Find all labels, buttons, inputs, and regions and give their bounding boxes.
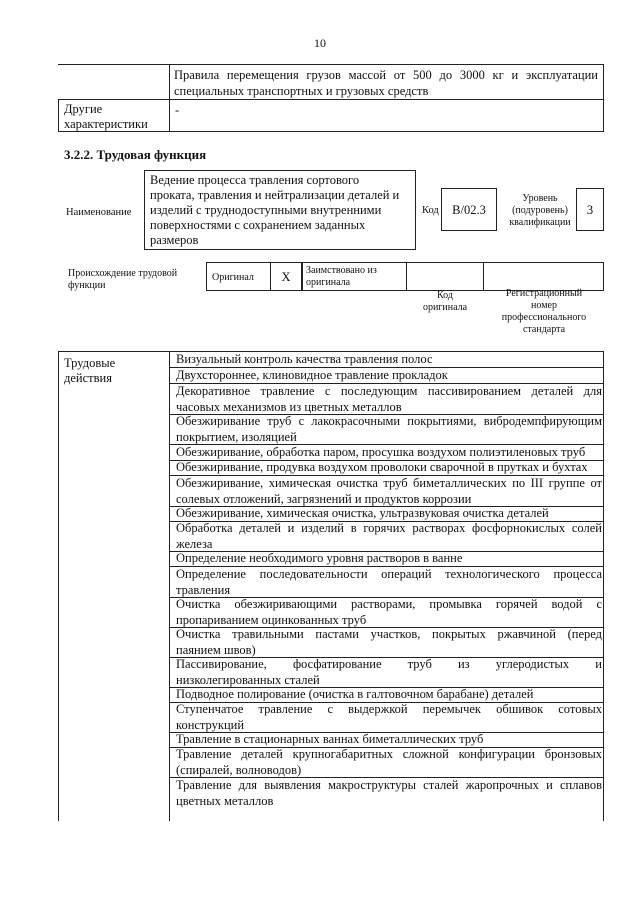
top-table-text-line2: специальных транспортных и грузовых средств [174,84,429,98]
function-name-line: Ведение процесса травления сортового [150,173,360,187]
borrowed-label-line1: Заимствовано из [306,265,377,276]
labor-action-item: Двухстороннее, клиновидное травление прокладок [176,368,448,382]
origin-label-line1: Происхождение трудовой [68,268,178,279]
code-original-caption-line: оригинала [422,302,468,313]
labor-action-line: цветных металлов [176,793,274,808]
labor-action-item [176,657,602,688]
labor-action-line: конструкций [176,717,245,732]
labor-action-line: солевых отложений, загрязнений и продуктов коррозии [176,491,472,506]
labor-action-line: низколегированных сталей [176,672,320,687]
qualification-level-label-line: Уровень [522,193,558,204]
labor-action-item: Травление в стационарных ваннах биметаллических труб [176,732,484,746]
top-table-text-line1: Правила перемещения грузов массой от 500 до 3000 кг и эксплуатации [174,68,598,82]
section-heading: 3.2.2. Трудовая функция [64,147,207,162]
labor-action-item [176,567,602,598]
original-label: Оригинал [212,272,254,283]
other-characteristics-value: - [175,103,180,117]
labor-action-line: железа [176,536,213,551]
other-characteristics-label-line2: характеристики [64,117,148,131]
labor-action-line: Определение последовательности операций технологического процесса [176,567,602,581]
original-mark: X [281,270,291,284]
labor-action-item: Визуальный контроль качества травления полос [176,352,433,366]
labor-action-line: Обезжиривание, химическая очистка труб биметаллических по III группе от [176,476,602,490]
other-characteristics-label-line1: Другие [64,102,103,116]
labor-action-item: Обезжиривание, продувка воздухом проволоки сварочной в прутках и бухтах [176,460,588,474]
labor-action-line: часовых механизмов из цветных металлов [176,399,402,414]
function-name [150,173,414,248]
code-value: B/02.3 [452,203,486,217]
labor-actions-label-line2: действия [64,371,112,385]
registration-number-caption-line: стандарта [522,324,566,335]
labor-action-item: Определение необходимого уровня растворов в ванне [176,551,463,565]
function-name-line: поверхностями с сохранением заданных [150,218,366,232]
labor-action-line: Пассивирование, фосфатирование труб из углеродистых и [176,657,602,671]
labor-actions-label-line1: Трудовые [64,356,116,370]
labor-action-line: Обработка деталей и изделий в горячих растворах фосфорнокислых солей [176,521,602,535]
labor-action-line: паянием швов) [176,642,256,657]
code-original-caption [406,290,484,314]
qualification-level-label [500,193,580,229]
qualification-level-label-line: (подуровень) [512,205,568,216]
qualification-level-label-line: квалификации [509,217,571,228]
labor-action-item: Подводное полирование (очистка в галтовочном барабане) деталей [176,687,534,701]
labor-action-item [176,778,602,809]
labor-action-item [176,384,602,415]
labor-action-item [176,702,602,733]
function-name-line: размеров [150,233,199,247]
labor-action-line: Очистка травильными пастами участков, покрытых ржавчиной (перед [176,627,602,641]
labor-action-item: Обезжиривание, обработка паром, просушка воздухом полиэтиленовых труб [176,445,586,459]
registration-number-caption-line: Регистрационный [505,288,583,299]
labor-action-item [176,597,602,628]
labor-action-line: Декоративное травление с последующим пассивированием деталей для [176,384,602,398]
function-name-line: изделий с труднодоступными внутренними [150,203,382,217]
labor-action-item: Обезжиривание, химическая очистка, ультразвуковая очистка деталей [176,506,549,520]
labor-action-line: пропариванием оцинкованных труб [176,612,367,627]
labor-action-item [176,521,602,552]
labor-action-item [176,747,602,778]
registration-number-caption-line: профессионального [501,312,587,323]
page-number: 10 [314,36,326,50]
name-label: Наименование [66,207,132,218]
function-name-line: проката, травления и нейтрализации деталей и [150,188,400,202]
origin-label-line2: функции [68,280,106,291]
level-value: 3 [586,203,594,217]
labor-action-line: Травление для выявления макроструктуры сталей жаропрочных и сплавов [176,778,602,792]
labor-action-line: Обезжиривание труб с лакокрасочными покрытиями, вибродемпфирующим [176,414,602,428]
labor-action-line: Травление деталей крупногабаритных сложной конфигурации бронзовых [176,747,602,761]
registration-number-caption-line: номер [531,300,557,311]
labor-action-item [176,627,602,658]
labor-action-item [176,414,602,445]
labor-action-line: покрытием, изоляцией [176,429,297,444]
registration-number-caption [484,288,604,336]
labor-action-line: Ступенчатое травление с выдержкой перемычек обшивок сотовых [176,702,602,716]
code-original-caption-line: Код [437,290,453,301]
labor-action-line: Очистка обезжиривающими растворами, промывка горячей водой с [176,597,602,611]
labor-action-line: (спиралей, волноводов) [176,762,302,777]
code-label: Код [422,205,439,216]
labor-action-line: травления [176,582,231,597]
labor-action-item [176,476,602,507]
borrowed-label-line2: оригинала [306,277,351,288]
